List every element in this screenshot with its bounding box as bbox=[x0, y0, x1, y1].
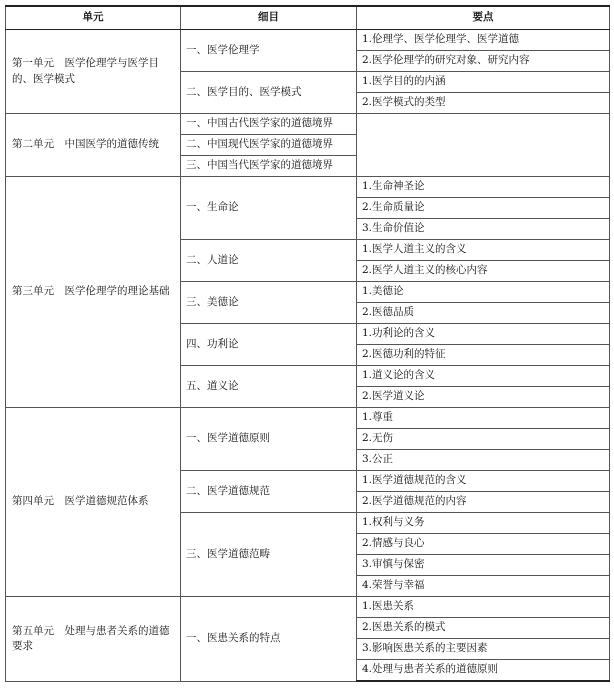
section-cell: 一、医患关系的特点 bbox=[181, 597, 357, 682]
point-cell: 4.处理与患者关系的道德原则 bbox=[357, 660, 610, 682]
header-row bbox=[6, 6, 610, 30]
unit-cell: 第一单元 医学伦理学与医学目的、医学模式 bbox=[6, 30, 181, 114]
section-cell: 二、医学目的、医学模式 bbox=[181, 72, 357, 114]
section-cell: 一、医学道德原则 bbox=[181, 408, 357, 471]
point-cell: 2.医学人道主义的核心内容 bbox=[357, 261, 610, 282]
point-cell: 1.尊重 bbox=[357, 408, 610, 429]
section-cell: 四、功利论 bbox=[181, 324, 357, 366]
point-cell: 2.生命质量论 bbox=[357, 198, 610, 219]
point-cell: 2.医德功利的特征 bbox=[357, 345, 610, 366]
point-cell: 1.医学道德规范的含义 bbox=[357, 471, 610, 492]
table-row bbox=[6, 30, 610, 51]
point-cell-empty bbox=[357, 114, 610, 177]
section-cell: 二、人道论 bbox=[181, 240, 357, 282]
point-cell: 3.审慎与保密 bbox=[357, 555, 610, 576]
table-row bbox=[6, 114, 610, 135]
table-row bbox=[6, 177, 610, 198]
header-section: 细目 bbox=[181, 6, 357, 30]
point-cell: 1.医患关系 bbox=[357, 597, 610, 618]
section-cell: 二、医学道德规范 bbox=[181, 471, 357, 513]
section-cell: 三、美德论 bbox=[181, 282, 357, 324]
unit-cell: 第四单元 医学道德规范体系 bbox=[6, 408, 181, 597]
unit-cell: 第五单元 处理与患者关系的道德要求 bbox=[6, 597, 181, 682]
point-cell: 2.情感与良心 bbox=[357, 534, 610, 555]
point-cell: 1.美德论 bbox=[357, 282, 610, 303]
section-cell: 三、医学道德范畴 bbox=[181, 513, 357, 597]
point-cell: 1.道义论的含义 bbox=[357, 366, 610, 387]
point-cell: 1.医学人道主义的含义 bbox=[357, 240, 610, 261]
point-cell: 1.功利论的含义 bbox=[357, 324, 610, 345]
section-cell: 一、生命论 bbox=[181, 177, 357, 240]
unit-cell: 第二单元 中国医学的道德传统 bbox=[6, 114, 181, 177]
header-unit: 单元 bbox=[6, 6, 181, 30]
point-cell: 4.荣誉与幸福 bbox=[357, 576, 610, 597]
table-row bbox=[6, 408, 610, 429]
header-points: 要点 bbox=[357, 6, 610, 30]
point-cell: 2.医学伦理学的研究对象、研究内容 bbox=[357, 51, 610, 72]
point-cell: 1.医学目的的内涵 bbox=[357, 72, 610, 93]
point-cell: 2.无伤 bbox=[357, 429, 610, 450]
point-cell: 3.公正 bbox=[357, 450, 610, 471]
section-cell: 二、中国现代医学家的道德境界 bbox=[181, 135, 357, 156]
syllabus-table bbox=[5, 5, 610, 682]
point-cell: 3.生命价值论 bbox=[357, 219, 610, 240]
section-cell: 三、中国当代医学家的道德境界 bbox=[181, 156, 357, 177]
point-cell: 2.医患关系的模式 bbox=[357, 618, 610, 639]
section-cell: 一、中国古代医学家的道德境界 bbox=[181, 114, 357, 135]
point-cell: 2.医学道义论 bbox=[357, 387, 610, 408]
section-cell: 五、道义论 bbox=[181, 366, 357, 408]
point-cell: 2.医德品质 bbox=[357, 303, 610, 324]
point-cell: 1.伦理学、医学伦理学、医学道德 bbox=[357, 30, 610, 51]
point-cell: 1.权利与义务 bbox=[357, 513, 610, 534]
section-cell: 一、医学伦理学 bbox=[181, 30, 357, 72]
point-cell: 2.医学模式的类型 bbox=[357, 93, 610, 114]
point-cell: 1.生命神圣论 bbox=[357, 177, 610, 198]
point-cell: 3.影响医患关系的主要因素 bbox=[357, 639, 610, 660]
table-row bbox=[6, 597, 610, 618]
point-cell: 2.医学道德规范的内容 bbox=[357, 492, 610, 513]
unit-cell: 第三单元 医学伦理学的理论基础 bbox=[6, 177, 181, 408]
